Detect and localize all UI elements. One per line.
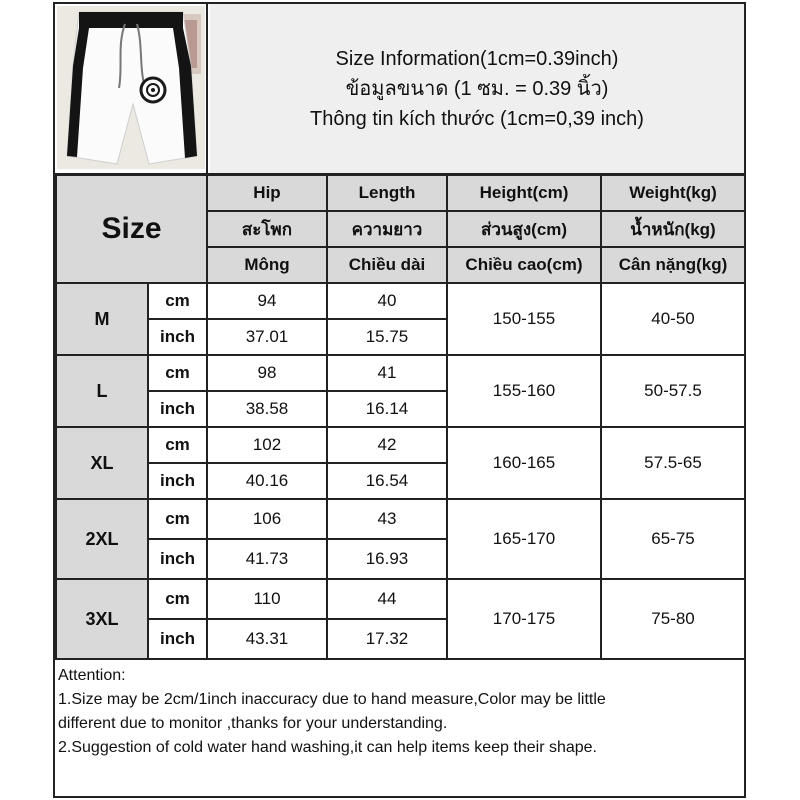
- col-hip-vi: Mông: [207, 247, 327, 283]
- unit-inch: inch: [148, 319, 207, 355]
- header-divider: [206, 4, 208, 173]
- unit-cm: cm: [148, 355, 207, 391]
- chart-header: [55, 4, 744, 175]
- hip-cm: 102: [207, 427, 327, 463]
- col-weight-vi: Cân nặng(kg): [601, 247, 745, 283]
- title-vietnamese: Thông tin kích thước (1cm=0,39 inch): [310, 107, 644, 130]
- hip-inch: 37.01: [207, 319, 327, 355]
- attention-line-3: 2.Suggestion of cold water hand washing,it can help items keep their shape.: [58, 739, 597, 756]
- weight-range: 65-75: [601, 499, 745, 579]
- hip-cm: 98: [207, 355, 327, 391]
- length-inch: 15.75: [327, 319, 447, 355]
- length-inch: 16.14: [327, 391, 447, 427]
- length-cm: 43: [327, 499, 447, 539]
- shorts-image: [57, 6, 205, 169]
- length-inch: 17.32: [327, 619, 447, 659]
- hip-inch: 41.73: [207, 539, 327, 579]
- unit-cm: cm: [148, 499, 207, 539]
- length-cm: 40: [327, 283, 447, 319]
- unit-cm: cm: [148, 579, 207, 619]
- product-photo: [57, 6, 205, 169]
- col-weight-en: Weight(kg): [601, 175, 745, 211]
- weight-range: 50-57.5: [601, 355, 745, 427]
- size-table: [55, 174, 746, 660]
- hip-cm: 94: [207, 283, 327, 319]
- table-row: [56, 283, 745, 319]
- unit-inch: inch: [148, 619, 207, 659]
- unit-inch: inch: [148, 463, 207, 499]
- col-hip-en: Hip: [207, 175, 327, 211]
- size-label: 2XL: [56, 499, 148, 579]
- col-height-vi: Chiều cao(cm): [447, 247, 601, 283]
- hip-inch: 38.58: [207, 391, 327, 427]
- weight-range: 57.5-65: [601, 427, 745, 499]
- size-label: M: [56, 283, 148, 355]
- length-cm: 42: [327, 427, 447, 463]
- attention-notes: [58, 664, 742, 760]
- weight-range: 75-80: [601, 579, 745, 659]
- hip-inch: 40.16: [207, 463, 327, 499]
- unit-cm: cm: [148, 283, 207, 319]
- col-length-th: ความยาว: [327, 211, 447, 247]
- col-height-en: Height(cm): [447, 175, 601, 211]
- unit-cm: cm: [148, 427, 207, 463]
- weight-range: 40-50: [601, 283, 745, 355]
- col-hip-th: สะโพก: [207, 211, 327, 247]
- size-label: 3XL: [56, 579, 148, 659]
- header-row-english: [56, 175, 745, 211]
- length-cm: 41: [327, 355, 447, 391]
- unit-inch: inch: [148, 391, 207, 427]
- col-height-th: ส่วนสูง(cm): [447, 211, 601, 247]
- attention-line-1: 1.Size may be 2cm/1inch inaccuracy due to hand measure,Color may be little: [58, 691, 606, 708]
- height-range: 150-155: [447, 283, 601, 355]
- height-range: 170-175: [447, 579, 601, 659]
- attention-heading: Attention:: [58, 667, 126, 684]
- size-label: XL: [56, 427, 148, 499]
- col-length-vi: Chiều dài: [327, 247, 447, 283]
- table-row: [56, 427, 745, 463]
- height-range: 160-165: [447, 427, 601, 499]
- unit-inch: inch: [148, 539, 207, 579]
- height-range: 155-160: [447, 355, 601, 427]
- length-cm: 44: [327, 579, 447, 619]
- size-column-title: Size: [56, 175, 207, 283]
- height-range: 165-170: [447, 499, 601, 579]
- title-block: [210, 4, 744, 173]
- col-length-en: Length: [327, 175, 447, 211]
- length-inch: 16.54: [327, 463, 447, 499]
- table-row: [56, 355, 745, 391]
- title-thai: ข้อมูลขนาด (1 ซม. = 0.39 นิ้ว): [345, 77, 609, 100]
- title-english: Size Information(1cm=0.39inch): [335, 47, 619, 70]
- size-label: L: [56, 355, 148, 427]
- table-row: [56, 579, 745, 619]
- attention-line-2: different due to monitor ,thanks for your understanding.: [58, 715, 448, 732]
- col-weight-th: น้ำหนัก(kg): [601, 211, 745, 247]
- hip-inch: 43.31: [207, 619, 327, 659]
- hip-cm: 106: [207, 499, 327, 539]
- table-row: [56, 499, 745, 539]
- size-chart-sheet: [53, 2, 746, 798]
- hip-cm: 110: [207, 579, 327, 619]
- length-inch: 16.93: [327, 539, 447, 579]
